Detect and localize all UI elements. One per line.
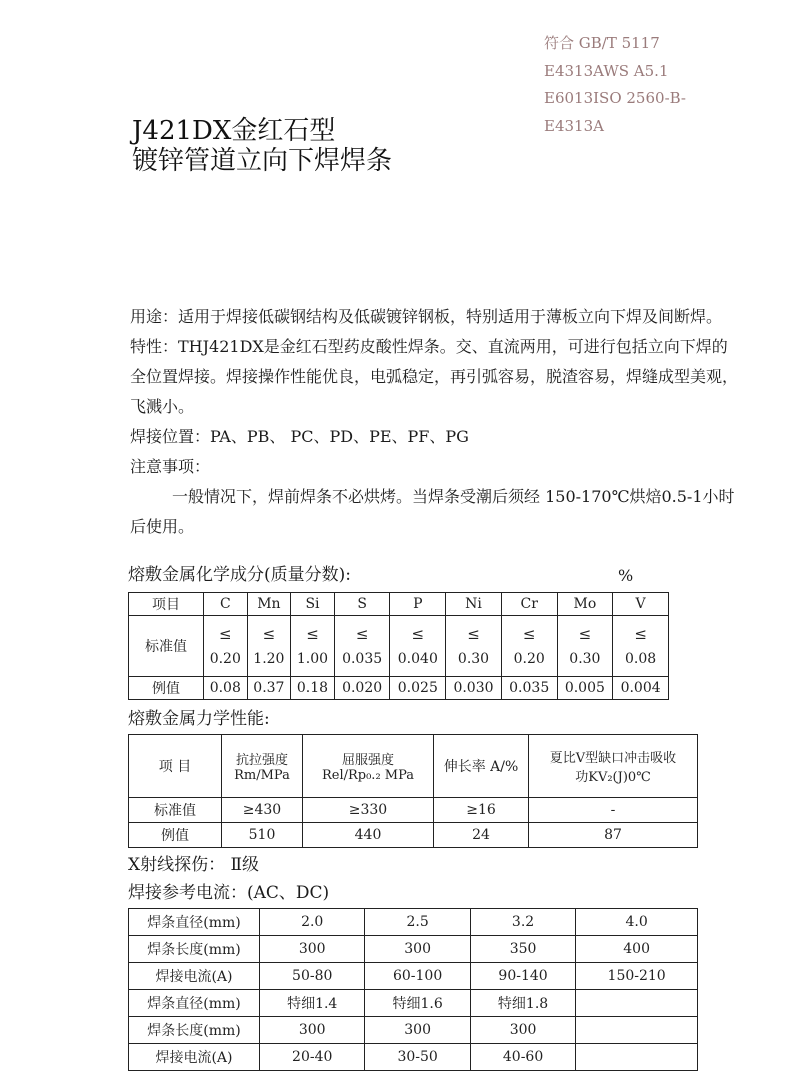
row-label: 标准值 — [129, 798, 222, 823]
table-cell: 20-40 — [260, 1044, 365, 1071]
table-cell: 300 — [365, 1017, 470, 1044]
table-cell: 510 — [222, 823, 303, 848]
chemical-table — [128, 592, 669, 700]
chemical-unit: % — [618, 566, 634, 585]
header-cell: P — [390, 593, 446, 616]
row-label: 例值 — [129, 677, 204, 700]
header-cell: V — [613, 593, 669, 616]
row-label: 标准值 — [129, 616, 204, 677]
table-cell: 3.2 — [470, 909, 575, 936]
table-cell: 0.020 — [334, 677, 390, 700]
standard-line: E4313A — [544, 116, 604, 135]
title-line1: J421DX金红石型 — [132, 116, 336, 146]
table-cell: 24 — [434, 823, 529, 848]
table-row — [129, 909, 698, 936]
standards-block — [544, 30, 686, 140]
usage-text: 用途：适用于焊接低碳钢结构及低碳镀锌钢板，特别适用于薄板立向下焊及间断焊。 — [130, 307, 723, 326]
table-row — [129, 990, 698, 1017]
table-cell: ≤ 0.20 — [204, 616, 248, 677]
table-cell: 0.18 — [291, 677, 335, 700]
table-row — [129, 1017, 698, 1044]
header-cell: S — [334, 593, 390, 616]
current-title: 焊接参考电流：(AC、DC) — [128, 883, 330, 903]
header-cell: C — [204, 593, 248, 616]
table-cell: 特细1.6 — [365, 990, 470, 1017]
row-label: 焊接电流(A) — [129, 963, 260, 990]
header-cell: 伸长率 A/% — [434, 735, 529, 798]
header-cell: Ni — [446, 593, 502, 616]
table-row — [129, 823, 698, 848]
table-cell: ≥330 — [303, 798, 434, 823]
table-cell: 0.035 — [501, 677, 557, 700]
table-cell: ≤ 1.20 — [247, 616, 291, 677]
table-cell: ≥16 — [434, 798, 529, 823]
header-cell: 抗拉强度 Rm/MPa — [222, 735, 303, 798]
table-row — [129, 1044, 698, 1071]
table-cell: 0.030 — [446, 677, 502, 700]
table-cell: 30-50 — [365, 1044, 470, 1071]
table-cell — [576, 1044, 698, 1071]
xray-text: X射线探伤： Ⅱ级 — [128, 855, 260, 875]
standard-line: E4313AWS A5.1 — [544, 61, 669, 80]
table-cell: ≤ 0.08 — [613, 616, 669, 677]
notes-title: 注意事项： — [130, 457, 211, 476]
table-cell: ≤ 0.20 — [501, 616, 557, 677]
current-table — [128, 908, 698, 1071]
header-cell: Mn — [247, 593, 291, 616]
table-cell: 0.005 — [557, 677, 613, 700]
row-label: 焊条直径(mm) — [129, 990, 260, 1017]
table-cell — [576, 1017, 698, 1044]
table-cell: 50-80 — [260, 963, 365, 990]
table-row — [129, 936, 698, 963]
table-cell: 0.08 — [204, 677, 248, 700]
table-row — [129, 677, 669, 700]
table-cell: ≤ 0.040 — [390, 616, 446, 677]
header-cell: 夏比V型缺口冲击吸收 功KV₂(J)0℃ — [529, 735, 698, 798]
table-cell: ≤ 0.30 — [557, 616, 613, 677]
features-text: 特性：THJ421DX是金红石型药皮酸性焊条。交、直流两用，可进行包括立向下焊的全位置焊接。焊接操作性能优良，电弧稳定，再引弧容易，脱渣容易，焊缝成型美观，飞溅小。 — [130, 337, 739, 416]
row-label: 例值 — [129, 823, 222, 848]
description — [130, 302, 742, 542]
table-header-row — [129, 593, 669, 616]
table-cell: 特细1.8 — [470, 990, 575, 1017]
table-cell: 0.004 — [613, 677, 669, 700]
row-label: 焊条长度(mm) — [129, 936, 260, 963]
table-cell — [576, 990, 698, 1017]
table-cell: 300 — [365, 936, 470, 963]
row-label: 焊条长度(mm) — [129, 1017, 260, 1044]
product-title — [132, 116, 392, 176]
table-cell: ≤ 0.035 — [334, 616, 390, 677]
row-label: 焊条直径(mm) — [129, 909, 260, 936]
table-header-row — [129, 735, 698, 798]
header-cell: 项 目 — [129, 735, 222, 798]
table-cell: 60-100 — [365, 963, 470, 990]
table-row — [129, 616, 669, 677]
table-cell: 2.5 — [365, 909, 470, 936]
header-cell: Si — [291, 593, 335, 616]
mechanical-title: 熔敷金属力学性能: — [128, 709, 270, 729]
table-cell: 4.0 — [576, 909, 698, 936]
table-cell: 87 — [529, 823, 698, 848]
standard-line: E6013ISO 2560-B- — [544, 89, 687, 107]
positions-text: 焊接位置：PA、PB、 PC、PD、PE、PF、PG — [130, 427, 469, 446]
table-cell: ≤ 1.00 — [291, 616, 335, 677]
table-cell: ≥430 — [222, 798, 303, 823]
table-cell: 40-60 — [470, 1044, 575, 1071]
table-cell: ≤ 0.30 — [446, 616, 502, 677]
table-cell: 特细1.4 — [260, 990, 365, 1017]
table-cell: 350 — [470, 936, 575, 963]
chemical-title: 熔敷金属化学成分(质量分数): — [128, 565, 351, 585]
table-cell: 2.0 — [260, 909, 365, 936]
table-cell: 440 — [303, 823, 434, 848]
mechanical-table — [128, 734, 698, 848]
table-cell: - — [529, 798, 698, 823]
table-cell: 90-140 — [470, 963, 575, 990]
header-cell: 屈服强度 Rel/Rp₀.₂ MPa — [303, 735, 434, 798]
table-cell: 300 — [260, 936, 365, 963]
table-cell: 400 — [576, 936, 698, 963]
header-cell: 项目 — [129, 593, 204, 616]
header-cell: Cr — [501, 593, 557, 616]
table-cell: 300 — [260, 1017, 365, 1044]
notes-text: 一般情况下，焊前焊条不必烘烤。当焊条受潮后须经 150-170℃烘焙0.5-1小时后使用。 — [130, 487, 735, 536]
table-cell: 0.37 — [247, 677, 291, 700]
table-cell: 300 — [470, 1017, 575, 1044]
table-row — [129, 963, 698, 990]
row-label: 焊接电流(A) — [129, 1044, 260, 1071]
table-row — [129, 798, 698, 823]
table-cell: 150-210 — [576, 963, 698, 990]
standard-line: 符合 GB/T 5117 — [544, 34, 660, 52]
title-line2: 镀锌管道立向下焊焊条 — [132, 146, 393, 176]
header-cell: Mo — [557, 593, 613, 616]
table-cell: 0.025 — [390, 677, 446, 700]
